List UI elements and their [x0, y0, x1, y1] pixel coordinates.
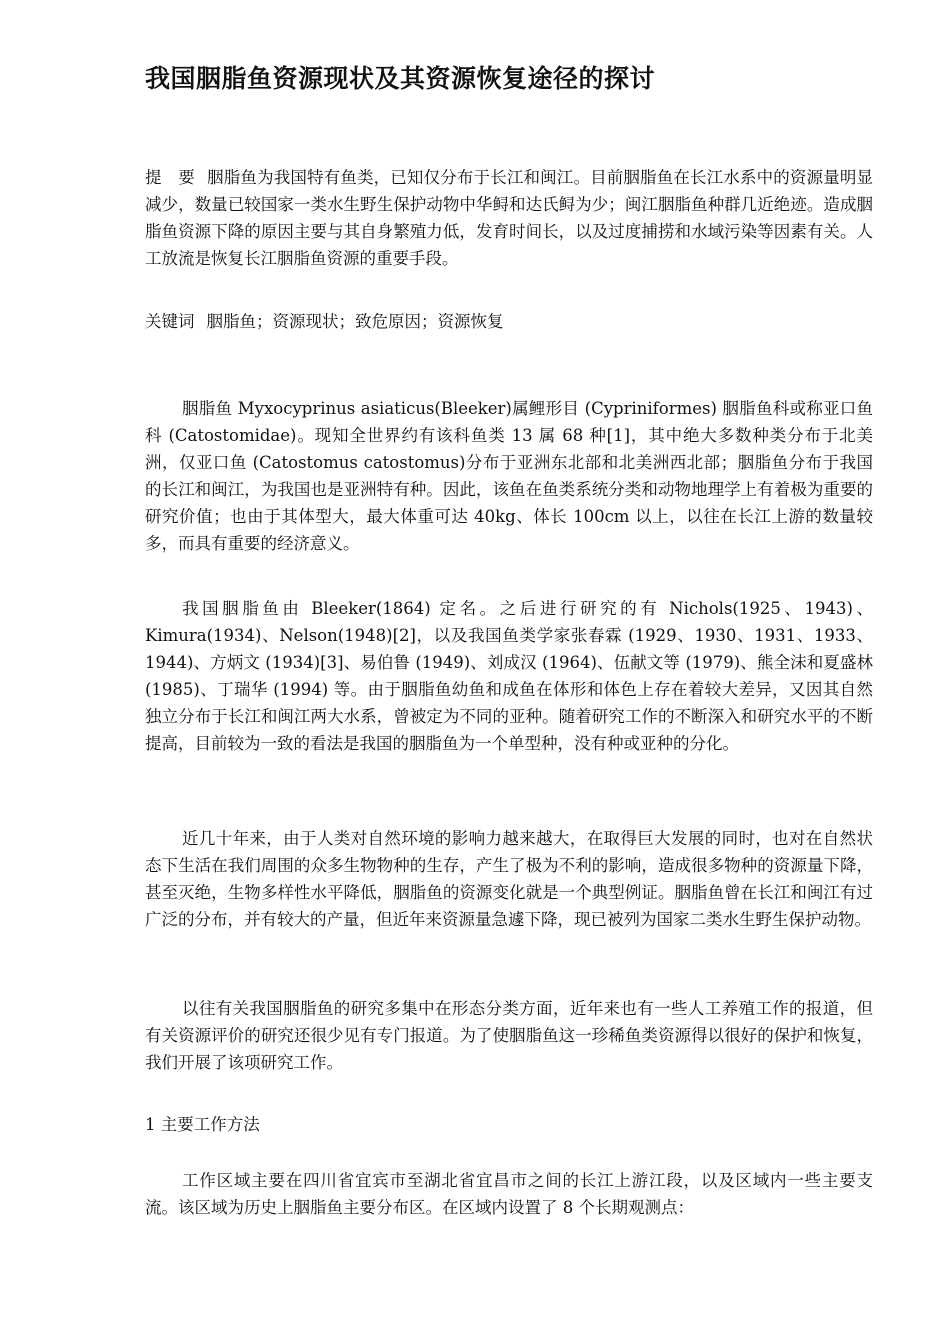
abstract-label: 提 要 [145, 168, 195, 187]
keywords-text: 胭脂鱼；资源现状；致危原因；资源恢复 [206, 312, 504, 331]
abstract-text: 胭脂鱼为我国特有鱼类，已知仅分布于长江和闽江。目前胭脂鱼在长江水系中的资源量明显减少，数量已较国家一类水生野生保护动物中华鲟和达氏鲟为少；闽江胭脂鱼种群几近绝迹。造成胭脂鱼资源下降的原因主要与其自身繁殖力低，发育时间长，以及过度捕捞和水域污染等因素有关。人工放流是恢复长江胭脂鱼资源的重要手段。 [145, 168, 874, 268]
body-paragraph: 近几十年来，由于人类对自然环境的影响力越来越大，在取得巨大发展的同时，也对在自然状态下生活在我们周围的众多生物物种的生存，产生了极为不利的影响，造成很多物种的资源量下降，甚至灭绝，生物多样性水平降低，胭脂鱼的资源变化就是一个典型例证。胭脂鱼曾在长江和闽江有过广泛的分布，并有较大的产量，但近年来资源量急遽下降，现已被列为国家二类水生野生保护动物。 [145, 829, 873, 929]
abstract [145, 164, 873, 272]
body-paragraph: 我国胭脂鱼由 Bleeker(1864) 定名。之后进行研究的有 Nichols(1925、1943)、Kimura(1934)、Nelson(1948)[2]，以及我国鱼类学家张春霖 (1929、1930、1931、1933、1944)、方炳文 (1934)[3]、易伯鲁 (1949)、刘成汉 (1964)、伍献文等 (1979)、熊全沫和夏盛林 (1985)、丁瑞华 (1994) 等。由于胭脂鱼幼鱼和成鱼在体形和体色上存在着较大差异，又因其自然独立分布于长江和闽江两大水系，曾被定为不同的亚种。随着研究工作的不断深入和研究水平的不断提高，目前较为一致的看法是我国的胭脂鱼为一个单型种，没有种或亚种的分化。 [145, 599, 873, 753]
keywords [145, 308, 873, 335]
section-heading: 1 主要工作方法 [145, 1115, 260, 1134]
paper-title: 我国胭脂鱼资源现状及其资源恢复途径的探讨 [145, 64, 656, 93]
section-paragraph: 工作区域主要在四川省宜宾市至湖北省宜昌市之间的长江上游江段，以及区域内一些主要支流。该区域为历史上胭脂鱼主要分布区。在区域内设置了 8 个长期观测点： [145, 1171, 873, 1217]
body-paragraph: 胭脂鱼 Myxocyprinus asiaticus(Bleeker)属鲤形目 (Cypriniformes) 胭脂鱼科或称亚口鱼科 (Catostomidae)。现知全世界约有该科鱼类 13 属 68 种[1]，其中绝大多数种类分布于北美洲，仅亚口鱼 (Catostomus catostomus)分布于亚洲东北部和北美洲西北部；胭脂鱼分布于我国的长江和闽江，为我国也是亚洲特有种。因此，该鱼在鱼类系统分类和动物地理学上有着极为重要的研究价值；也由于其体型大，最大体重可达 40kg、体长 100cm 以上，以往在长江上游的数量较多，而具有重要的经济意义。 [145, 399, 873, 553]
keywords-label: 关键词 [145, 312, 195, 331]
body-paragraph: 以往有关我国胭脂鱼的研究多集中在形态分类方面，近年来也有一些人工养殖工作的报道，但有关资源评价的研究还很少见有专门报道。为了使胭脂鱼这一珍稀鱼类资源得以很好的保护和恢复，我们开展了该项研究工作。 [145, 999, 873, 1072]
